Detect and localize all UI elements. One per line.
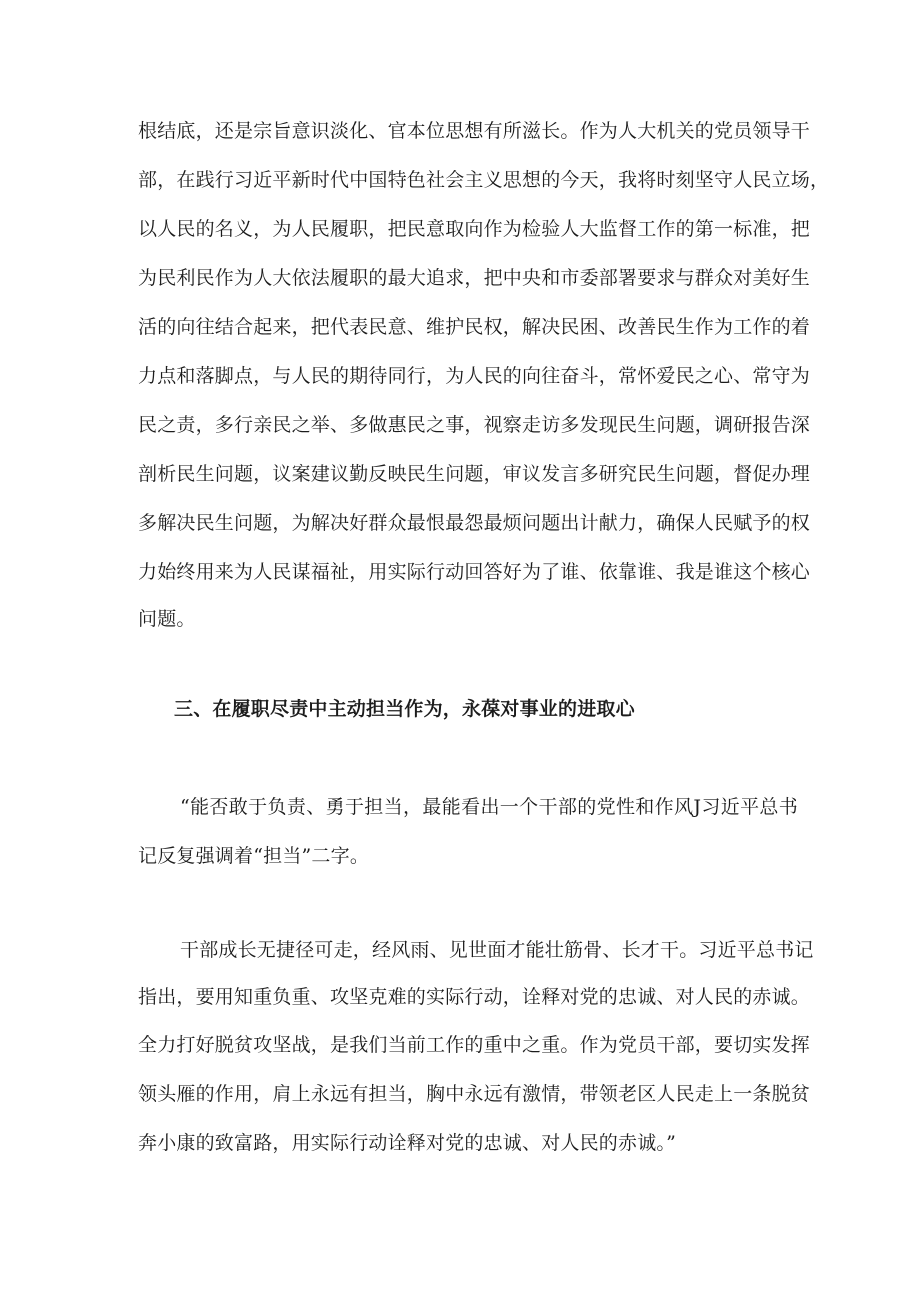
text-line: 为民利民作为人大依法履职的最大追求，把中央和市委部署要求与群众对美好生 (138, 267, 811, 289)
text-line: 奔小康的致富路，用实际行动诠释对党的忠诚、对人民的赤诚。” (138, 1132, 677, 1154)
text-line: 民之责，多行亲民之举、多做惠民之事，视察走访多发现民生问题，调研报告深 (138, 414, 811, 436)
text-line: 全力打好脱贫攻坚战，是我们当前工作的重中之重。作为党员干部，要切实发挥 (138, 1034, 811, 1056)
text-line: 领头雁的作用，肩上永远有担当，胸中永远有激情，带领老区人民走上一条脱贫 (138, 1083, 811, 1105)
text-line: 力始终用来为人民谋福祉，用实际行动回答好为了谁、依靠谁、我是谁这个核心 (138, 561, 811, 583)
text-line: 剖析民生问题，议案建议勤反映民生问题，审议发言多研究民生问题，督促办理 (138, 463, 811, 485)
text-line: 以人民的名义，为人民履职，把民意取向作为检验人大监督工作的第一标准，把 (138, 218, 811, 240)
text-line: 多解决民生问题，为解决好群众最恨最怨最烦问题出计献力，确保人民赋予的权 (138, 512, 811, 534)
text-line: 问题。 (138, 608, 196, 630)
text-line: “能否敢于负责、勇于担当，最能看出一个干部的党性和作风J习近平总书 (180, 796, 798, 818)
text-line: 部，在践行习近平新时代中国特色社会主义思想的今天，我将时刻坚守人民立场， (138, 169, 830, 191)
text-line: 活的向往结合起来，把代表民意、维护民权，解决民困、改善民生作为工作的着 (138, 316, 811, 338)
section-heading: 三、在履职尽责中主动担当作为，永葆对事业的进取心 (174, 698, 635, 720)
text-line: 记反复强调着“担当”二字。 (138, 845, 370, 867)
text-line: 干部成长无捷径可走，经风雨、见世面才能壮筋骨、长才干。习近平总书记 (180, 939, 814, 961)
text-line: 根结底，还是宗旨意识淡化、官本位思想有所滋长。作为人大机关的党员领导干 (138, 120, 811, 142)
text-line: 指出，要用知重负重、攻坚克难的实际行动，诠释对党的忠诚、对人民的赤诚。 (138, 986, 811, 1008)
text-line: 力点和落脚点，与人民的期待同行，为人民的向往奋斗，常怀爱民之心、常守为 (138, 365, 811, 387)
